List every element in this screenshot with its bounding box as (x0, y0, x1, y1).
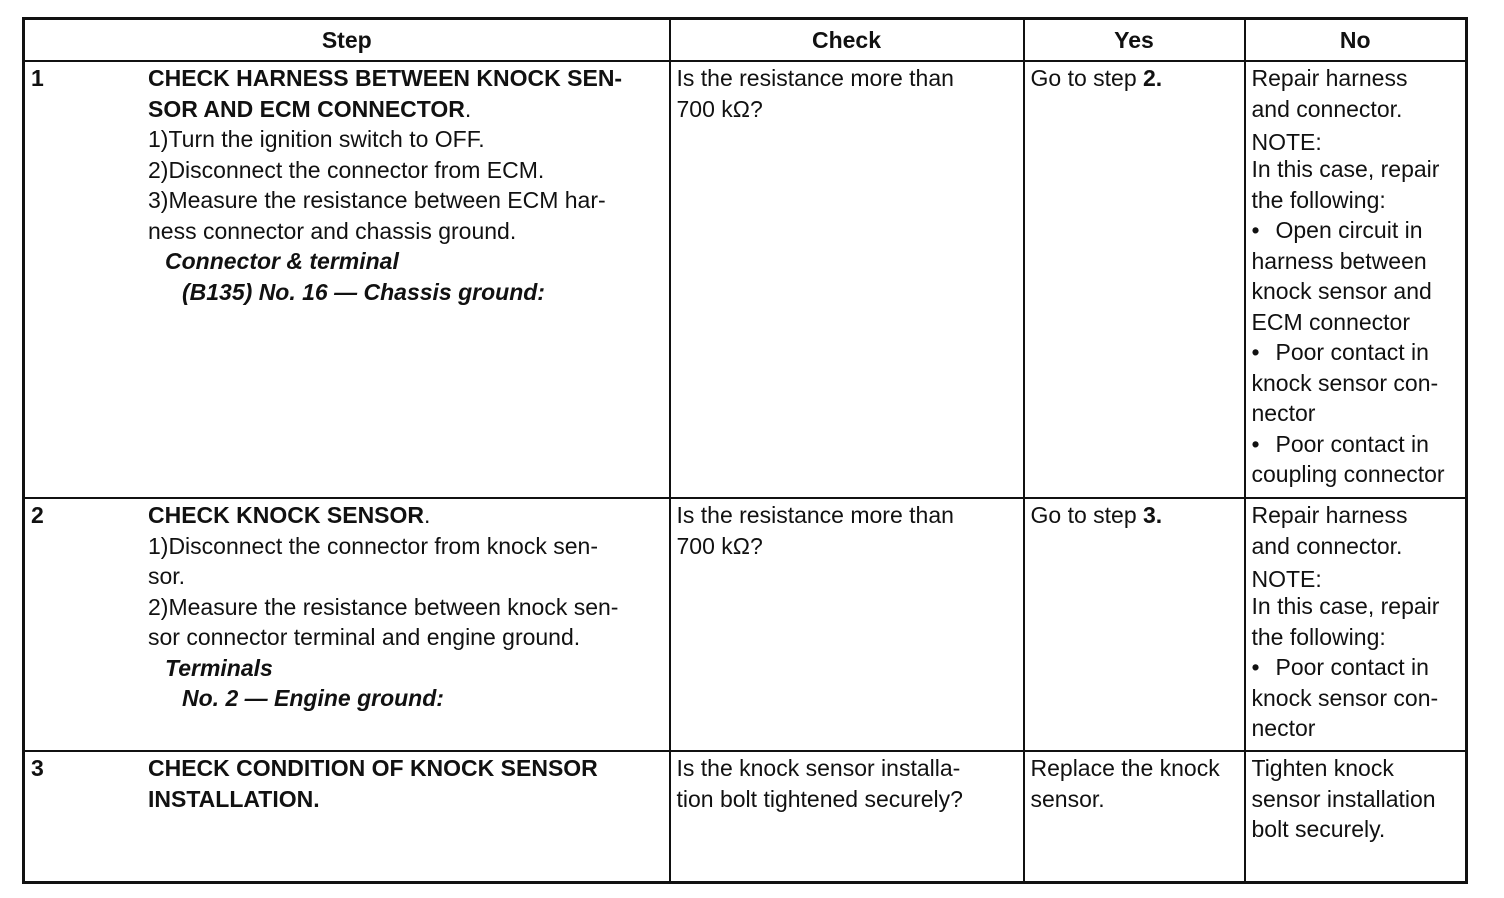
step-instruction: sor. (148, 563, 186, 589)
step-title: CHECK KNOCK SENSOR. (148, 502, 431, 528)
spec-label: Terminals (165, 654, 273, 681)
step-cell (24, 61, 670, 498)
step-number: 1 (31, 65, 44, 91)
spec-label: Connector & terminal (165, 248, 399, 274)
step-instruction: 1)Disconnect the connector from knock sen- (148, 532, 598, 559)
list-item: • Poor contact in (1251, 654, 1429, 680)
list-item: • Poor contact in (1251, 430, 1429, 457)
step-number: 3 (31, 755, 44, 781)
no-cell: Repair harness and connector. NOTE: In this case, repair the following: • Open circuit in harness between knock sensor and ECM connector • Poor contact in knock sensor con- nector • Poor contact in coupling connector (1245, 61, 1467, 498)
header-yes: Yes (1024, 19, 1245, 62)
table-row (24, 61, 1467, 498)
step-title: CHECK HARNESS BETWEEN KNOCK SEN- SOR AND ECM CONNECTOR. (148, 65, 623, 122)
step-instruction: sor connector terminal and engine ground. (148, 624, 581, 650)
note-label: NOTE: (1251, 566, 1322, 592)
table-row (24, 498, 1467, 751)
check-cell: Is the resistance more than 700 kΩ? (670, 498, 1024, 751)
check-cell: Is the knock sensor installa- tion bolt tightened securely? (670, 751, 1024, 883)
list-item: • Poor contact in (1251, 339, 1429, 365)
step-instruction: 2)Disconnect the connector from ECM. (148, 156, 545, 183)
yes-cell: Go to step 2. (1024, 61, 1245, 498)
yes-cell: Go to step 3. (1024, 498, 1245, 751)
yes-cell: Replace the knock sensor. (1024, 751, 1245, 883)
list-item: • Open circuit in (1251, 217, 1423, 243)
table-row (24, 751, 1467, 883)
spec-value: (B135) No. 16 — Chassis ground: (182, 278, 545, 305)
note-label: NOTE: (1251, 129, 1322, 155)
step-instruction: 3)Measure the resistance between ECM har- (148, 187, 606, 213)
header-step: Step (24, 19, 670, 62)
step-number: 2 (31, 502, 44, 528)
step-cell (24, 498, 670, 751)
step-instruction: ness connector and chassis ground. (148, 217, 517, 244)
no-cell: Repair harness and connector. NOTE: In this case, repair the following: • Poor contact in knock sensor con- nector (1245, 498, 1467, 751)
check-cell: Is the resistance more than 700 kΩ? (670, 61, 1024, 498)
header-check: Check (670, 19, 1024, 62)
step-cell (24, 751, 670, 883)
step-instruction: 2)Measure the resistance between knock sen- (148, 593, 619, 620)
step-title: CHECK CONDITION OF KNOCK SENSOR INSTALLATION. (148, 755, 598, 812)
header-no: No (1245, 19, 1467, 62)
header-row (24, 19, 1467, 62)
step-instruction: 1)Turn the ignition switch to OFF. (148, 126, 485, 152)
no-cell: Tighten knock sensor installation bolt securely. (1245, 751, 1467, 883)
spec-value: No. 2 — Engine ground: (182, 685, 444, 711)
diagnostic-table (22, 17, 1468, 884)
